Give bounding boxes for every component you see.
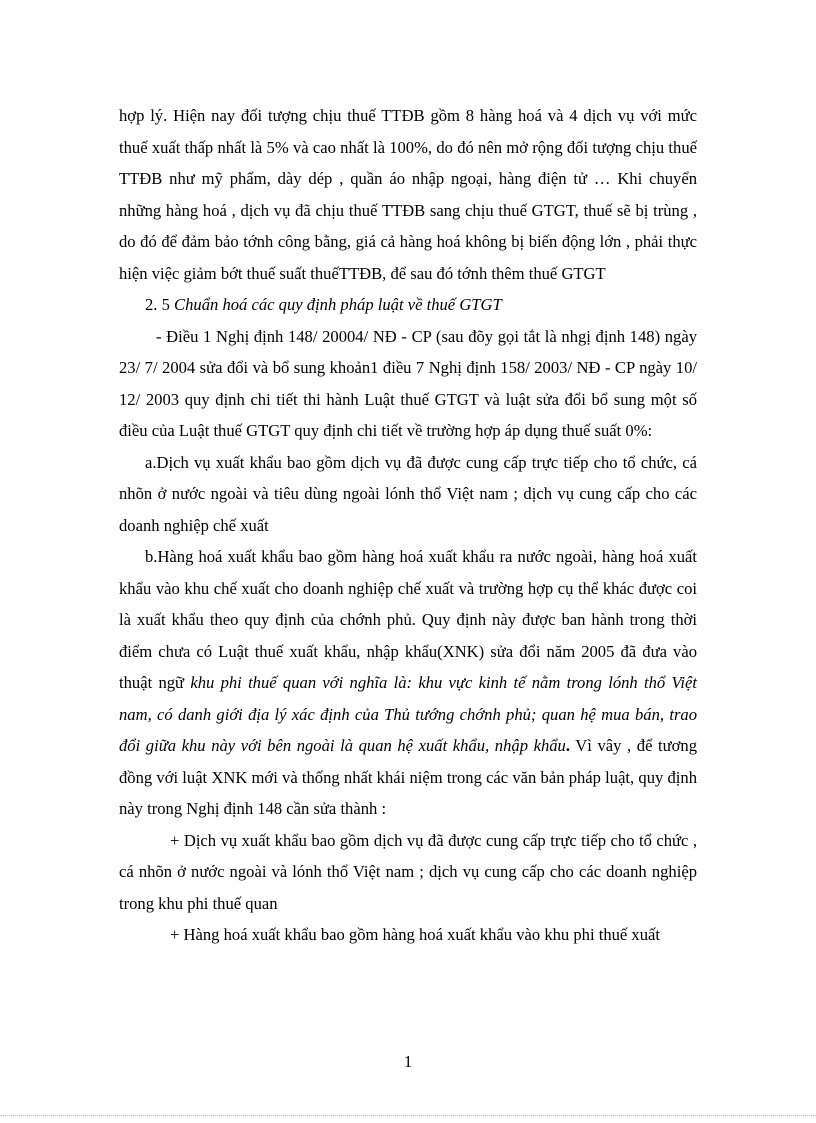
item-b-italic-definition: khu phi thuế quan với nghĩa là: khu vực kinh tế nằm trong lónh thổ Việt nam, có danh giới địa lý xác định của Thủ tướng chớnh phủ; quan hệ mua bán, trao đổi giữa khu này với bên ngoài là quan hệ xuất khẩu, nhập khẩu: [119, 673, 697, 755]
paragraph-plus-services: + Dịch vụ xuất khẩu bao gồm dịch vụ đã được cung cấp trực tiếp cho tổ chức , cá nhõn ở nước ngoài và lónh thổ Việt nam ; dịch vụ cung cấp cho các doanh nghiệp trong khu phi thuế quan: [119, 830, 697, 913]
item-b-period: .: [565, 736, 570, 755]
item-b-conclusion: Vì vây , để tương đồng với luật XNK mới và thống nhất khái niệm trong các văn bản pháp luật, quy định này trong Nghị định 148 cần sửa thành :: [119, 736, 697, 818]
paragraph-decree-148: - Điều 1 Nghị định 148/ 20004/ NĐ - CP (sau đõy gọi tắt là nhgị định 148) ngày 23/ 7/ 2004 sửa đổi và bổ sung khoản1 điều 7 Nghị định 158/ 2003/ NĐ - CP ngày 10/ 12/ 2003 quy định chi tiết thi hành Luật thuế GTGT và luật sửa đổi bổ sung một số điều của Luật thuế GTGT quy định chi tiết về trường hợp áp dụng thuế suất 0%:: [119, 326, 697, 440]
paragraph-item-a: a.Dịch vụ xuất khẩu bao gồm dịch vụ đã được cung cấp trực tiếp cho tổ chức, cá nhõn ở nước ngoài và tiêu dùng ngoài lónh thổ Việt nam ; dịch vụ cung cấp cho các doanh nghiệp chế xuất: [119, 452, 697, 535]
paragraph-plus-goods: + Hàng hoá xuất khẩu bao gồm hàng hoá xuất khẩu vào khu phi thuế xuất: [170, 925, 661, 944]
page-bottom-divider: [0, 1115, 816, 1116]
paragraph-item-b: [119, 541, 697, 825]
paragraph-tax-scope: hợp lý. Hiện nay đối tượng chịu thuế TTĐB gồm 8 hàng hoá và 4 dịch vụ với mức thuế xuất thấp nhất là 5% và cao nhất là 100%, do đó nên mở rộng đối tượng chịu thuế TTĐB như mỹ phẩm, dày dép , quần áo nhập ngoại, hàng điện tử … Khi chuyển những hàng hoá , dịch vụ đã chịu thuế TTĐB sang chịu thuế GTGT, thuế sẽ bị trùng , do đó để đảm bảo tớnh công bằng, giá cả hàng hoá không bị biến động lớn , phải thực hiện việc giảm bớt thuế suất thuếTTĐB, để sau đó tớnh thêm thuế GTGT: [119, 106, 697, 283]
section-heading: [119, 289, 697, 321]
body-text: [119, 100, 697, 951]
section-number: 2. 5: [145, 295, 175, 314]
page-number: 1: [403, 1052, 413, 1071]
item-b-text: b.Hàng hoá xuất khẩu bao gồm hàng hoá xuất khẩu ra nước ngoài, hàng hoá xuất khẩu vào khu chế xuất cho doanh nghiệp chế xuất và trường hợp cụ thể khác được coi là xuất khẩu theo quy định của chớnh phủ. Quy định này được ban hành trong thời điểm chưa có Luật thuế xuất khẩu, nhập khẩu(XNK) sửa đổi năm 2005 đã đưa vào thuật ngữ: [119, 547, 697, 692]
section-title: Chuẩn hoá các quy định pháp luật về thuế GTGT: [174, 295, 502, 314]
